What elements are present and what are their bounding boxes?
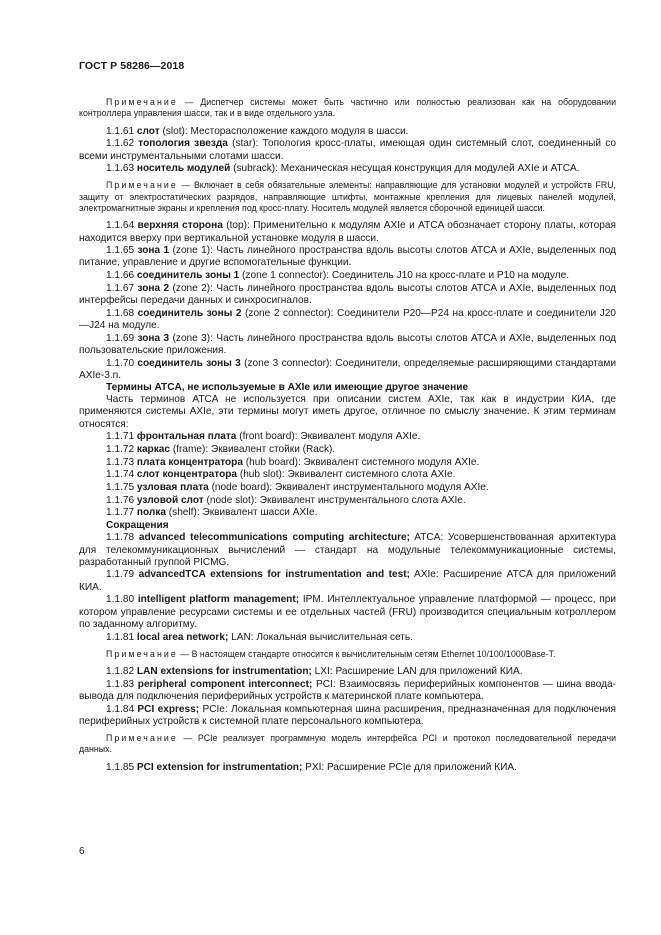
entry-definition: (zone 3 connector): Соединители, определяемые расширяющими стандартами AXIe-3.n. bbox=[79, 357, 616, 381]
entry-number: 1.1.77 bbox=[106, 507, 135, 519]
entry-number: 1.1.78 bbox=[106, 532, 135, 544]
entry-definition: (shelf): Эквивалент шасси AXIe. bbox=[165, 507, 318, 519]
entry-definition: (zone 1 connector): Соединитель J10 на кросс-плате и P10 на модуле. bbox=[239, 270, 569, 282]
entry-definition: (frame): Эквивалент стойки (Rack). bbox=[170, 443, 336, 455]
term-entry bbox=[79, 507, 616, 519]
entry-number: 1.1.74 bbox=[106, 469, 135, 481]
note-text: PCIe реализует программную модель интерфейса PCI и протокол последовательной передачи данных. bbox=[79, 733, 617, 755]
entry-term: каркас bbox=[136, 443, 171, 455]
note bbox=[79, 97, 616, 120]
term-entry bbox=[79, 632, 616, 644]
standard-header: ГОСТ Р 58286—2018 bbox=[79, 60, 185, 72]
entry-definition: (zone 1): Часть линейного пространства вдоль высоты слотов ATCA и AXIe, выделенных под питание, управление и другие вспомогательные функции. bbox=[79, 245, 616, 269]
term-entry bbox=[79, 270, 616, 282]
term-entry bbox=[79, 532, 616, 569]
entry-term: соединитель зоны 1 bbox=[136, 270, 240, 282]
entry-definition: (star): Топология кросс-платы, имеющая один системный слот, соединенный со всеми инструментальными слотами шасси. bbox=[79, 138, 616, 162]
entry-term: intelligent platform management; bbox=[137, 594, 300, 606]
entry-definition: (slot): Месторасположение каждого модуля в шасси. bbox=[159, 125, 409, 137]
entry-number: 1.1.68 bbox=[106, 307, 135, 319]
term-entry bbox=[79, 431, 616, 443]
entry-definition: LXI: Расширение LAN для приложений КИА. bbox=[311, 666, 523, 677]
entry-number: 1.1.85 bbox=[106, 761, 135, 773]
entry-number: 1.1.67 bbox=[106, 282, 135, 294]
entry-definition: (hub board): Эквивалент системного модуля AXIe. bbox=[242, 456, 480, 468]
section-heading bbox=[79, 382, 616, 394]
term-entry bbox=[79, 569, 616, 593]
entry-number: 1.1.81 bbox=[106, 631, 135, 643]
entry-definition: (front board): Эквивалент модуля AXIe. bbox=[236, 431, 421, 443]
entry-number: 1.1.69 bbox=[106, 332, 135, 344]
entry-definition: PXI: Расширение PCIe для приложений КИА. bbox=[302, 761, 517, 773]
note-dash: — bbox=[177, 97, 201, 107]
entry-number: 1.1.70 bbox=[106, 357, 135, 369]
note-dash: — bbox=[177, 648, 192, 659]
entry-number: 1.1.80 bbox=[106, 594, 135, 606]
entry-definition: (node board): Эквивалент инструментального модуля AXIe. bbox=[208, 482, 489, 494]
entry-number: 1.1.72 bbox=[106, 443, 135, 455]
entry-term: advanced telecommunications computing architecture; bbox=[138, 532, 411, 544]
term-entry bbox=[79, 679, 616, 703]
term-entry bbox=[79, 308, 616, 332]
entry-definition: (node slot): Эквивалент инструментального слота AXIe. bbox=[203, 494, 466, 506]
document-body bbox=[79, 92, 616, 774]
paragraph bbox=[79, 394, 616, 431]
entry-definition: IPM. Интеллектуальное управление платформой — процесс, при котором управление ресурсами системы и ее отдельных частей (FRU) производится специальным котроллером по заданному алгоритму. bbox=[79, 594, 616, 630]
note-dash: — bbox=[177, 733, 198, 744]
term-entry bbox=[79, 594, 616, 631]
entry-term: зона 2 bbox=[137, 282, 170, 294]
entry-number: 1.1.65 bbox=[106, 245, 135, 257]
entry-term: соединитель зоны 3 bbox=[137, 357, 241, 369]
entry-term: LAN extensions for instrumentation; bbox=[136, 666, 312, 677]
entry-term: топология звезда bbox=[138, 138, 228, 150]
entry-number: 1.1.62 bbox=[106, 138, 135, 150]
entry-definition: AXIe: Расширение ATCA для приложений КИА. bbox=[79, 569, 616, 593]
entry-term: peripheral component interconnect; bbox=[137, 678, 313, 690]
entry-number: 1.1.71 bbox=[106, 431, 135, 443]
entry-number: 1.1.73 bbox=[106, 456, 135, 468]
entry-number: 1.1.84 bbox=[106, 703, 135, 715]
note-dash: — bbox=[177, 180, 194, 191]
note bbox=[79, 649, 616, 660]
term-entry bbox=[79, 457, 616, 469]
entry-number: 1.1.83 bbox=[106, 678, 135, 690]
entry-term: узловая плата bbox=[136, 482, 209, 494]
term-entry bbox=[79, 495, 616, 507]
note-label: Примечание bbox=[106, 648, 178, 659]
paragraph-text: Часть терминов ATCA не используется при описании систем AXIe, так как в индустрии КИА, где применяются системы AXIe, эти термины могут иметь другое, отличное по смыслу значение. К этим терминам относятся: bbox=[79, 394, 616, 430]
entry-definition: (hub slot): Эквивалент системного слота AXIe. bbox=[237, 469, 456, 481]
entry-term: PCI express; bbox=[137, 703, 200, 715]
entry-definition: (top): Применительно к модулям AXIe и ATCA обозначает сторону платы, которая находится вверху при вертикальной установке модуля в шасси. bbox=[79, 220, 616, 244]
entry-definition: PCIe: Локальная компьютерная шина расширения, предназначенная для подключения периферийных устройств к системной плате персонального компьютера. bbox=[79, 703, 617, 727]
entry-term: слот концентратора bbox=[136, 469, 238, 481]
entry-number: 1.1.63 bbox=[106, 163, 135, 175]
entry-definition: (zone 2 connector): Соединители P20—P24 на кросс-плате и соединители J20—J24 на модуле. bbox=[79, 307, 616, 331]
term-entry bbox=[79, 138, 616, 162]
entry-definition: (zone 2): Часть линейного пространства вдоль высоты слотов ATCA и AXIe, выделенных под интерфейсы передачи данных и синхросигналов. bbox=[79, 282, 616, 307]
term-entry bbox=[79, 469, 616, 481]
entry-number: 1.1.76 bbox=[106, 494, 135, 506]
entry-definition: (subrack): Механическая несущая конструкция для модулей AXIe и ATCA. bbox=[230, 163, 580, 175]
entry-definition: ATCA: Усовершенствованная архитектура для телекоммуникационных вычислений — стандарт на модульные телекоммуникационные системы, разработанный группой PICMG. bbox=[79, 532, 616, 568]
note-text: Диспетчер системы может быть частично или полностью реализован как на оборудовании контроллера управления шасси, так и в виде отдельного узла. bbox=[79, 97, 616, 119]
note-text: В настоящем стандарте относится к вычислительным сетям Ethernet 10/100/1000Base-T. bbox=[191, 648, 556, 659]
note-label: Примечание bbox=[106, 733, 178, 744]
term-entry bbox=[79, 283, 616, 307]
entry-number: 1.1.61 bbox=[106, 125, 135, 137]
entry-term: верхняя сторона bbox=[137, 220, 223, 232]
entry-term: local area network; bbox=[136, 631, 229, 643]
entry-definition: LAN: Локальная вычислительная сеть. bbox=[228, 631, 413, 643]
entry-definition: PCI: Взаимосвязь периферийных компонентов — шина ввода-вывода для подключения периферийных устройств к материнской плате компьютера. bbox=[79, 678, 616, 702]
section-heading-text: Термины ATCA, не используемые в AXIe или имеющие другое значение bbox=[106, 381, 469, 393]
section-heading bbox=[79, 520, 616, 532]
term-entry bbox=[79, 163, 616, 175]
term-entry bbox=[79, 358, 616, 382]
note-text: Включает в себя обязательные элементы: направляющие для установки модулей и устройств FRU, защиту от электростатических разрядов, направляющие штифты, монтажные крепления для лицевых панелей модулей, электромагнитные экраны и крепления под кросс-плату. Носитель модулей является сборочной единицей шасси. bbox=[79, 180, 616, 213]
entry-term: слот bbox=[136, 125, 160, 137]
term-entry bbox=[79, 333, 616, 357]
note-label: Примечание bbox=[106, 180, 178, 191]
entry-number: 1.1.79 bbox=[106, 569, 135, 581]
entry-number: 1.1.66 bbox=[106, 270, 135, 282]
entry-term: узловой слот bbox=[136, 494, 204, 506]
entry-term: полка bbox=[136, 507, 166, 519]
section-heading-text: Сокращения bbox=[106, 519, 169, 531]
term-entry bbox=[79, 245, 616, 269]
entry-term: PCI extension for instrumentation; bbox=[136, 761, 303, 773]
entry-term: advancedTCA extensions for instrumentation and test; bbox=[138, 569, 410, 581]
entry-definition: (zone 3): Часть линейного пространства вдоль высоты слотов ATCA и AXIe, выделенных под пользовательские приложения. bbox=[79, 332, 616, 356]
entry-number: 1.1.82 bbox=[106, 666, 135, 677]
term-entry bbox=[79, 666, 616, 678]
page-number: 6 bbox=[79, 846, 85, 857]
term-entry bbox=[79, 762, 616, 774]
entry-term: фронтальная плата bbox=[136, 431, 237, 443]
term-entry bbox=[79, 220, 616, 244]
note-label: Примечание bbox=[106, 97, 178, 107]
entry-term: носитель модулей bbox=[136, 163, 231, 175]
term-entry bbox=[79, 704, 616, 728]
entry-term: плата концентратора bbox=[136, 456, 243, 468]
term-entry bbox=[79, 482, 616, 494]
entry-number: 1.1.75 bbox=[106, 482, 135, 494]
note bbox=[79, 180, 616, 214]
term-entry bbox=[79, 444, 616, 456]
entry-term: соединитель зоны 2 bbox=[137, 307, 242, 319]
term-entry bbox=[79, 126, 616, 138]
entry-term: зона 3 bbox=[137, 332, 170, 344]
entry-number: 1.1.64 bbox=[106, 220, 135, 232]
entry-term: зона 1 bbox=[137, 245, 170, 257]
note bbox=[79, 733, 616, 756]
